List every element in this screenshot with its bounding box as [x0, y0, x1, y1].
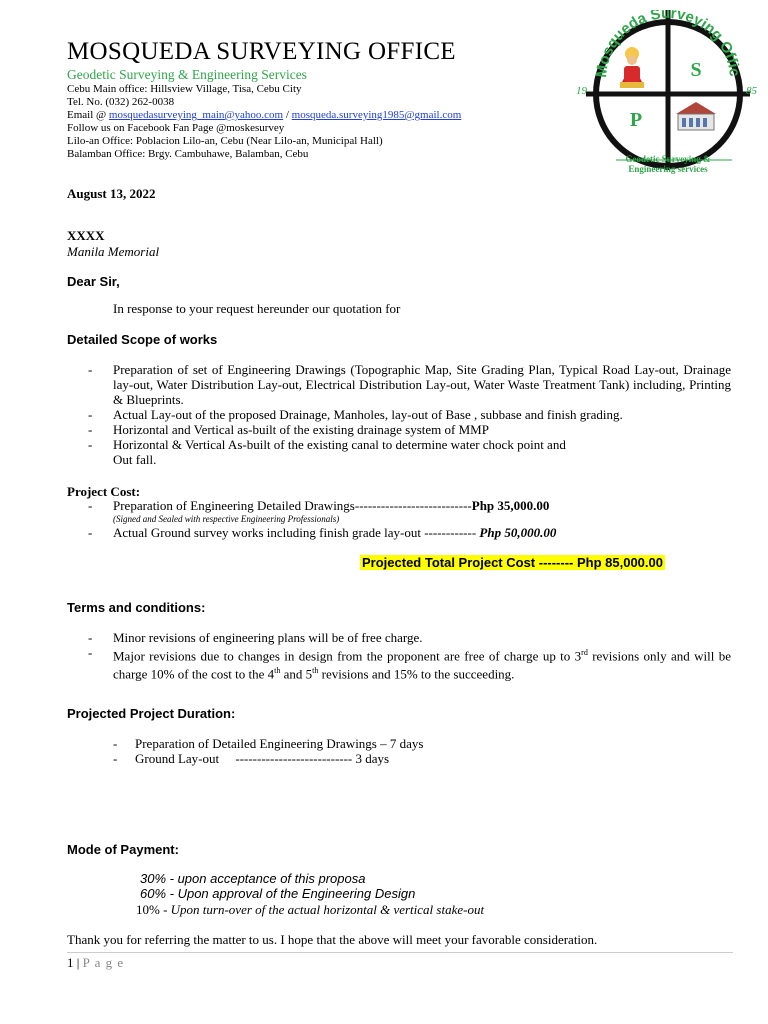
- scope-item: - Preparation of set of Engineering Drawings (Topographic Map, Site Grading Plan, Typical Road Lay-out, Drainage lay-out, Water Distribution Lay-out, Electrical Distribution Lay-out, Water Waste Treatment Tank) including, Printing & Blueprints.: [88, 362, 731, 407]
- terms-list: [67, 630, 731, 682]
- email-link-yahoo[interactable]: mosquedasurveying_main@yahoo.com: [108, 109, 284, 121]
- scope-list: [67, 362, 731, 467]
- page-label: P a g e: [82, 955, 125, 970]
- recipient-organization: Manila Memorial: [67, 244, 160, 259]
- logo-arc-text: Mosqueda Surveying Offic: [592, 10, 743, 79]
- page-number: 1: [67, 955, 74, 970]
- company-tagline: Geodetic Surveying & Engineering Services: [67, 67, 307, 82]
- email-separator: /: [283, 109, 292, 121]
- terms-item: - Minor revisions of engineering plans will be of free charge.: [88, 630, 423, 645]
- email-prefix: Email @: [67, 109, 109, 121]
- footer-divider: [67, 952, 733, 953]
- payment-line: 60% - Upon approval of the Engineering Design: [140, 886, 416, 901]
- terms-heading: Terms and conditions:: [67, 600, 206, 615]
- logo-year-left: 19: [576, 85, 587, 97]
- balamban-office: Balamban Office: Brgy. Cambuhawe, Balamban, Cebu: [67, 148, 309, 160]
- duration-list: [67, 736, 731, 766]
- company-name: MOSQUEDA SURVEYING OFFICE: [67, 38, 456, 65]
- cost-list: [67, 498, 731, 540]
- duration-item: - Ground Lay-out --------------------------- 3 days: [113, 751, 390, 766]
- duration-item: - Preparation of Detailed Engineering Drawings – 7 days: [113, 736, 424, 751]
- salutation: Dear Sir,: [67, 274, 120, 289]
- facebook-line: Follow us on Facebook Fan Page @moskesurvey: [67, 122, 285, 134]
- page-footer: 1 | P a g e: [67, 955, 125, 970]
- scope-item: - Actual Lay-out of the proposed Drainage, Manholes, lay-out of Base , subbase and finish grading.: [88, 407, 623, 422]
- email-link-gmail[interactable]: mosqueda.surveying1985@gmail.com: [291, 109, 462, 121]
- cost-heading: Project Cost:: [67, 484, 141, 499]
- logo-year-right: 85: [746, 85, 757, 97]
- closing-paragraph: Thank you for referring the matter to us. I hope that the above will meet your favorable consideration.: [67, 932, 598, 947]
- cost-amount: Php 35,000.00: [471, 498, 550, 513]
- cost-item: - Actual Ground survey works including finish grade lay-out ------------ Php 50,000.00: [88, 525, 557, 540]
- logo-caption-line1: Geodetic Surveying &: [625, 154, 711, 164]
- cost-amount: Php 50,000.00: [479, 525, 557, 540]
- logo-letter-s: S: [690, 59, 702, 81]
- intro-paragraph: In response to your request hereunder our quotation for: [113, 301, 401, 316]
- payment-heading: Mode of Payment:: [67, 842, 179, 857]
- recipient-name: XXXX: [67, 228, 105, 243]
- duration-heading: Projected Project Duration:: [67, 706, 236, 721]
- payment-line: 10% - Upon turn-over of the actual horizontal & vertical stake-out: [136, 902, 485, 917]
- company-logo: [568, 10, 768, 180]
- logo-caption-line2: Engineering services: [628, 164, 708, 174]
- scope-heading: Detailed Scope of works: [67, 332, 218, 347]
- liloan-office: Lilo-an Office: Poblacion Lilo-an, Cebu (Near Lilo-an, Municipal Hall): [67, 135, 383, 147]
- scope-item-continuation: Out fall.: [113, 452, 157, 467]
- scope-item: - Horizontal & Vertical As-built of the existing canal to determine water chock point and: [88, 437, 566, 452]
- total-cost: Projected Total Project Cost -------- Php 85,000.00: [362, 555, 663, 570]
- cost-item: - Preparation of Engineering Detailed Drawings---------------------------Php 35,000.00: [88, 498, 550, 513]
- letter-date: August 13, 2022: [67, 186, 156, 201]
- cost-note: (Signed and Sealed with respective Engineering Professionals): [113, 514, 340, 524]
- main-office-address: Cebu Main office: Hillsview Village, Tisa, Cebu City: [67, 83, 302, 95]
- logo-letter-p: P: [629, 109, 643, 131]
- email-line: [67, 109, 461, 122]
- telephone: Tel. No. (032) 262-0038: [67, 96, 175, 108]
- terms-item: - Major revisions due to changes in design from the proponent are free of charge up to 3rd revisions only and will be charge 10% of the cost to the 4th and 5th revisions and 15% to the succeeding.: [88, 645, 731, 682]
- payment-line: 30% - upon acceptance of this proposa: [140, 871, 366, 886]
- scope-item: - Horizontal and Vertical as-built of the existing drainage system of MMP: [88, 422, 489, 437]
